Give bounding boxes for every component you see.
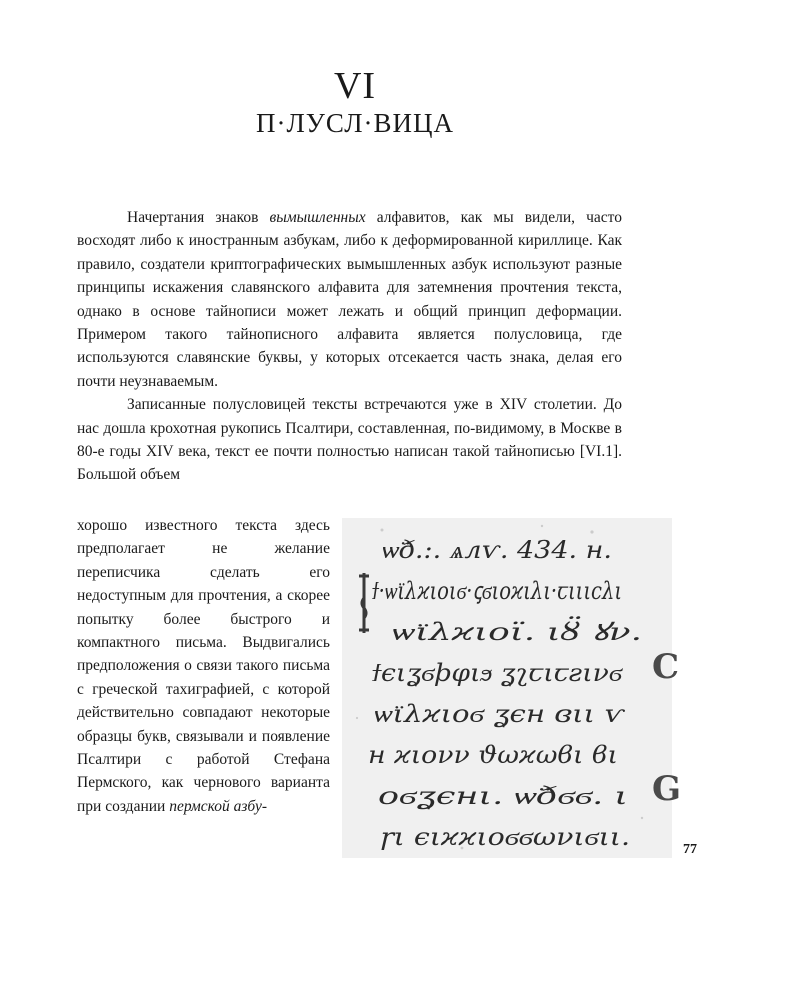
margin-glyph: С	[652, 647, 680, 687]
manuscript-line: ϯ·ѡ̈ιλϰιοιϭ·ꞔϭιοϰιλι·ꞇιιιϲλι	[371, 577, 622, 605]
body-text	[77, 206, 622, 487]
emphasis-term-2: пермской азбу-	[169, 797, 268, 815]
margin-glyph: G	[652, 769, 682, 809]
manuscript-line: ѡ̈ð.:. ѧлѵ. 434. н.	[382, 536, 612, 564]
paragraph-2: Записанные полусловицей тексты встречаются уже в XIV столетии. До нас дошла крохотная рукопись Псалтири, составленная, по-видимому, в Москве в 80-е годы XIV века, текст ее почти полностью написан такой тайнописью [VI.1]. Большой объем	[77, 396, 622, 484]
manuscript-line: ϯϵιʓϭϸφιϧ ʓʅꞇιꞇƨινϭ	[370, 659, 624, 687]
chapter-title: П·ЛУСЛ·ВИЦА	[255, 108, 455, 138]
manuscript-line: н ϰιονν ϑωϰωϐι ϐι	[368, 741, 618, 769]
chapter-number: VI	[333, 65, 377, 107]
emphasis-term: вымышленных	[269, 209, 366, 226]
narrow-column-text: хорошо известного текста здесь предполагает не желание переписчика сделать его недоступным для прочтения, а скорее попытку более быстрого и компактного письма. Выдвигались предположения о связи такого письма с греческой тахиграфией, с которой действительно совпадают некоторые образцы букв, связывали и появление Псалтири с работой Стефана Пермского, как чернового варианта при создании пермской азбу-	[77, 517, 330, 815]
page-number: 77	[683, 842, 697, 857]
manuscript-line: ѡ̈ιλϰιοϭ ʓϵн ɞιι ѵ	[374, 700, 627, 728]
manuscript-line: ѡ̈ιλϰιοϊ. ιȣ̈ ꙋν.	[392, 618, 560, 646]
manuscript-line: ꞅι ϵιϰϰιοϭϭωνιϭιι.	[380, 823, 630, 851]
manuscript-line: οϭʓϵнι. ѡ̈ðϭϭ. ι	[378, 782, 628, 810]
manuscript-figure	[342, 518, 682, 858]
paragraph-1: Начертания знаков вымышленных алфавитов, как мы видели, часто восходят либо к иностранным азбукам, либо к деформированной кириллице. Как правило, создатели криптографических вымышленных азбук используют разные принципы искажения славянского алфавита для затемнения прочтения текста, однако в основе тайнописи может лежать и общий принцип деформации. Примером такого тайнописного алфавита является полусловица, где используются славянские буквы, у которых отсекается часть знака, делая его почти неузнаваемым.	[77, 209, 622, 390]
